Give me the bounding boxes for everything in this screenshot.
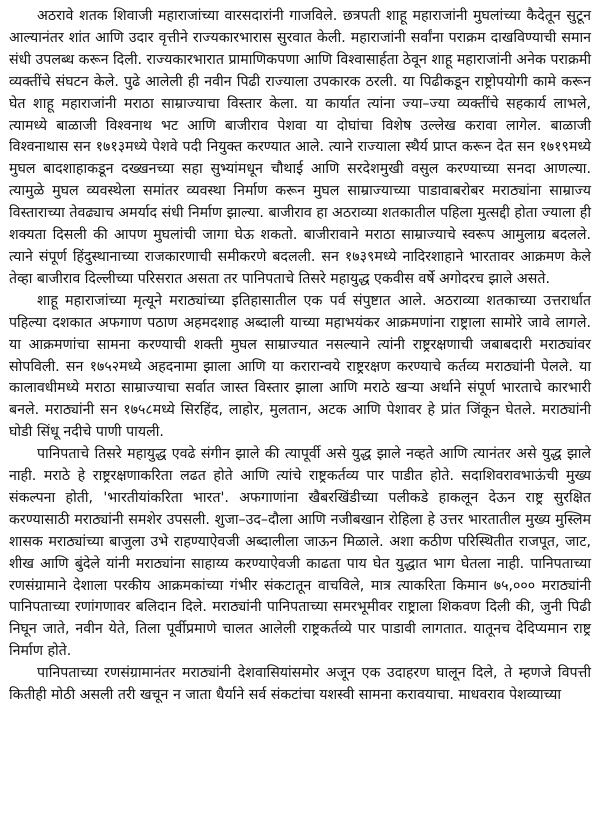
paragraph-abdali-invasions: शाहू महाराजांच्या मृत्यूने मराठ्यांच्या इतिहासातील एक पर्व संपुष्टात आले. अठराव्या शतकाच्या उत्तरार्धात पहिल्या दशकात अफगाण पठाण अहमदशाह अब्दाली याच्या महाभयंकर आक्रमणांना राष्ट्राला सामोरे जावे लागले. या आक्रमणांचा सामना करण्याची शक्ती मुघल साम्राज्यात नसल्याने त्यांनी राष्ट्ररक्षणाची जबाबदारी मराठ्यांवर सोपविली. सन १७५२मध्ये अहदनामा झाला आणि या करारान्वये राष्ट्ररक्षण करण्याचे कर्तव्य मराठ्यांनी पेलले. या कालावधीमध्ये मराठा साम्राज्याचा सर्वात जास्त विस्तार झाला आणि मराठे खऱ्या अर्थाने संपूर्ण भारताचे कारभारी बनले. मराठ्यांनी सन १७५८मध्ये सिरहिंद, लाहोर, मुलतान, अटक आणि पेशावर हे प्रांत जिंकून घेतले. मराठ्यांनी घोडी सिंधू नदीचे पाणी पायली. <box>9 292 591 441</box>
paragraph-after-panipat: पानिपताच्या रणसंग्रामानंतर मराठ्यांनी देशवासियांसमोर अजून एक उदाहरण घालून दिले, ते म्हणजे विपत्ती कितीही मोठी असली तरी खचून न जाता धैर्याने सर्व संकटांचा यशस्वी सामना करावयाचा. माधवराव पेशव्याच्या <box>9 665 591 704</box>
paragraph-shahu-era: अठरावे शतक शिवाजी महाराजांच्या वारसदारांनी गाजविले. छत्रपती शाहू महाराजांनी मुघलांच्या कैदेतून सुटून आल्यानंतर शांत आणि उदार वृत्तीने राज्यकारभारास सुरवात केली. महाराजांनी सर्वांना पराक्रम दाखविण्याची समान संधी उपलब्ध करून दिली. राज्यकारभारात प्रामाणिकपणा आणि विश्वासार्हता ठेवून शाहू महाराजांनी अनेक पराक्रमी व्यक्तींचे संघटन केले. पुढे आलेली ही नवीन पिढी राज्याला उपकारक ठरली. या पिढीकडून राष्ट्रोपयोगी कामे करून घेत शाहू महाराजांनी मराठा साम्राज्याचा विस्तार केला. या कार्यात त्यांना ज्या–ज्या व्यक्तींचे सहकार्य लाभले, त्यामध्ये बाळाजी विश्वनाथ भट आणि बाजीराव पेशवा या दोघांचा विशेष उल्लेख करावा लागेल. बाळाजी विश्वनाथास सन १७१३मध्ये पेशवे पदी नियुक्त करण्यात आले. त्याने राज्याला स्थैर्य प्राप्त करून देत सन १७१९मध्ये मुघल बादशाहाकडून दख्खनच्या सहा सुभ्यांमधून चौथाई आणि सरदेशमुखी वसुल करण्याच्या सनदा आणल्या. त्यामुळे मुघल व्यवस्थेला समांतर व्यवस्था निर्माण करून मुघल साम्राज्याच्या पाडावाबरोबर मराठ्यांना साम्राज्य विस्ताराच्या तेवढ्याच अमर्याद संधी निर्माण झाल्या. बाजीराव हा अठराव्या शतकातील पहिला मुत्सद्दी होता ज्याला ही शक्यता दिसली की आपण मुघलांची जागा घेऊ शकतो. बाजीरावाने मराठा साम्राज्याचे स्वरूप आमुलाग्र बदलले. त्याने संपूर्ण हिंदुस्थानाच्या राजकारणाची समीकरणे बदलली. सन १७३९मध्ये नादिरशाहाने भारतावर आक्रमण केले तेव्हा बाजीराव दिल्लीच्या परिसरात असता तर पानिपताचे तिसरे महायुद्ध एकवीस वर्षे अगोदरच झाले असते. <box>9 8 591 287</box>
paragraph-panipat-war: पानिपताचे तिसरे महायुद्ध एवढे संगीन झाले की त्यापूर्वी असे युद्ध झाले नव्हते आणि त्यानंतर असे युद्ध झाले नाही. मराठे हे राष्ट्ररक्षणाकरिता लढत होते आणि त्यांचे राष्ट्रकर्तव्य पार पाडीत होते. सदाशिवरावभाऊंची मुख्य संकल्पना होती, 'भारतीयांकरिता भारत'. अफगाणांना खैबरखिंडीच्या पलीकडे हाकलून देऊन राष्ट्र सुरक्षित करण्यासाठी मराठ्यांनी समशेर उपसली. शुजा–उद–दौला आणि नजीबखान रोहिला हे उत्तर भारतातील मुख्य मुस्लिम शासक मराठ्यांच्या बाजुला उभे राहण्याऐवजी अब्दालीला जाऊन मिळाले. अशा कठीण परिस्थितीत राजपूत, जाट, शीख आणि बुंदेले यांनी मराठ्यांना साहाय्य करण्याऐवजी काढता पाय घेत युद्धात भाग घेतला नाही. पानिपताच्या रणसंग्रामाने देशाला परकीय आक्रमकांच्या गंभीर संकटातून वाचविले, मात्र त्याकरिता किमान ७५,००० मराठ्यांनी पानिपताच्या रणांगणावर बलिदान दिले. मराठ्यांनी पानिपताच्या समरभूमीवर राष्ट्राला शिकवण दिली की, जुनी पिढी निघून जाते, नवीन येते, तिला पूर्वीप्रमाणे चालत आलेली राष्ट्रकर्तव्ये पार पाडावी लागतात. यातूनच देदिप्यमान राष्ट्र निर्माण होते. <box>9 446 591 660</box>
